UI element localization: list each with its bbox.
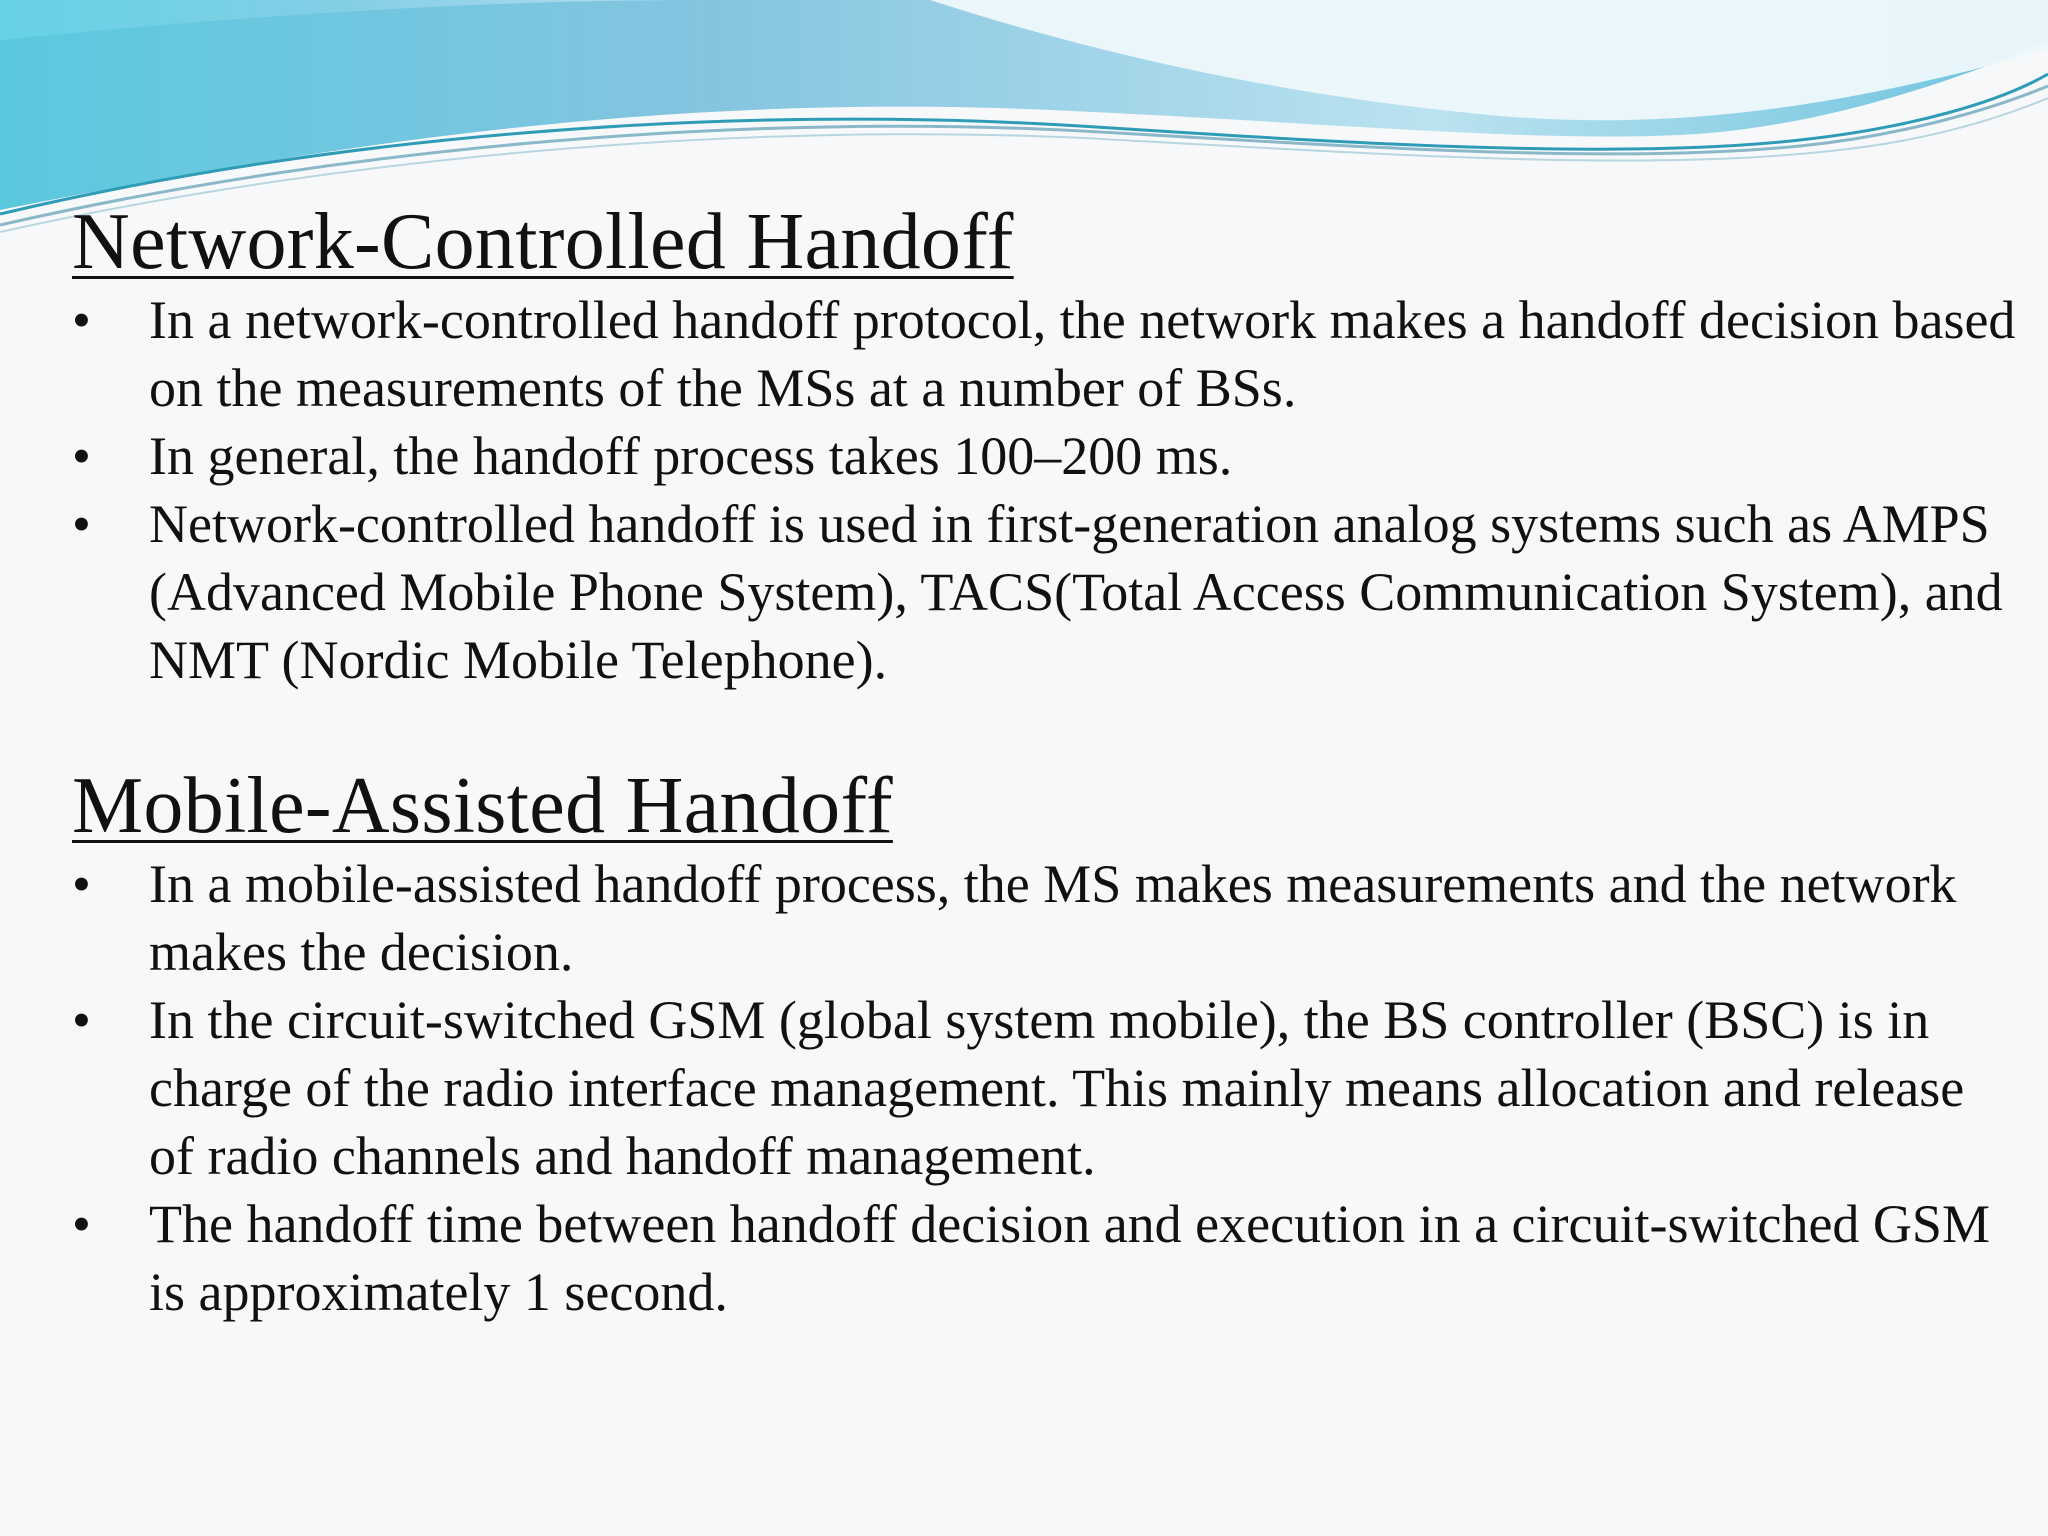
bullet-text: Network-controlled handoff is used in first-generation analog systems such as AMPS (Advanced Mobile Phone System), TACS(Total Access Communication System), and NMT (Nordic Mobile Telephone). [149, 494, 2003, 690]
bullet-icon: • [72, 1194, 91, 1254]
slide-content [72, 198, 2022, 1326]
bullet-item [72, 286, 2022, 422]
mobile-assisted-handoff-title: Mobile-Assisted Handoff [72, 762, 893, 850]
network-controlled-handoff-title: Network-Controlled Handoff [72, 198, 1014, 286]
bullet-icon: • [72, 290, 91, 350]
bullet-item [72, 986, 2022, 1190]
bullet-text: In general, the handoff process takes 100–200 ms. [149, 426, 1233, 486]
network-controlled-bullet-list [72, 286, 2022, 694]
bullet-icon: • [72, 426, 91, 486]
bullet-item [72, 1190, 2022, 1326]
bullet-item [72, 850, 2022, 986]
bullet-text: In a mobile-assisted handoff process, the MS makes measurements and the network makes the decision. [149, 854, 1957, 982]
network-controlled-section [72, 198, 2022, 694]
bullet-text: In a network-controlled handoff protocol, the network makes a handoff decision based on the measurements of the MSs at a number of BSs. [149, 290, 2016, 418]
bullet-icon: • [72, 990, 91, 1050]
bullet-text: The handoff time between handoff decision and execution in a circuit-switched GSM is approximately 1 second. [149, 1194, 1990, 1322]
bullet-icon: • [72, 854, 91, 914]
mobile-assisted-section [72, 762, 2022, 1326]
bullet-text: In the circuit-switched GSM (global system mobile), the BS controller (BSC) is in charge of the radio interface management. This mainly means allocation and release of radio channels and handoff management. [149, 990, 1965, 1186]
bullet-item [72, 422, 2022, 490]
mobile-assisted-bullet-list [72, 850, 2022, 1326]
bullet-icon: • [72, 494, 91, 554]
bullet-item [72, 490, 2022, 694]
